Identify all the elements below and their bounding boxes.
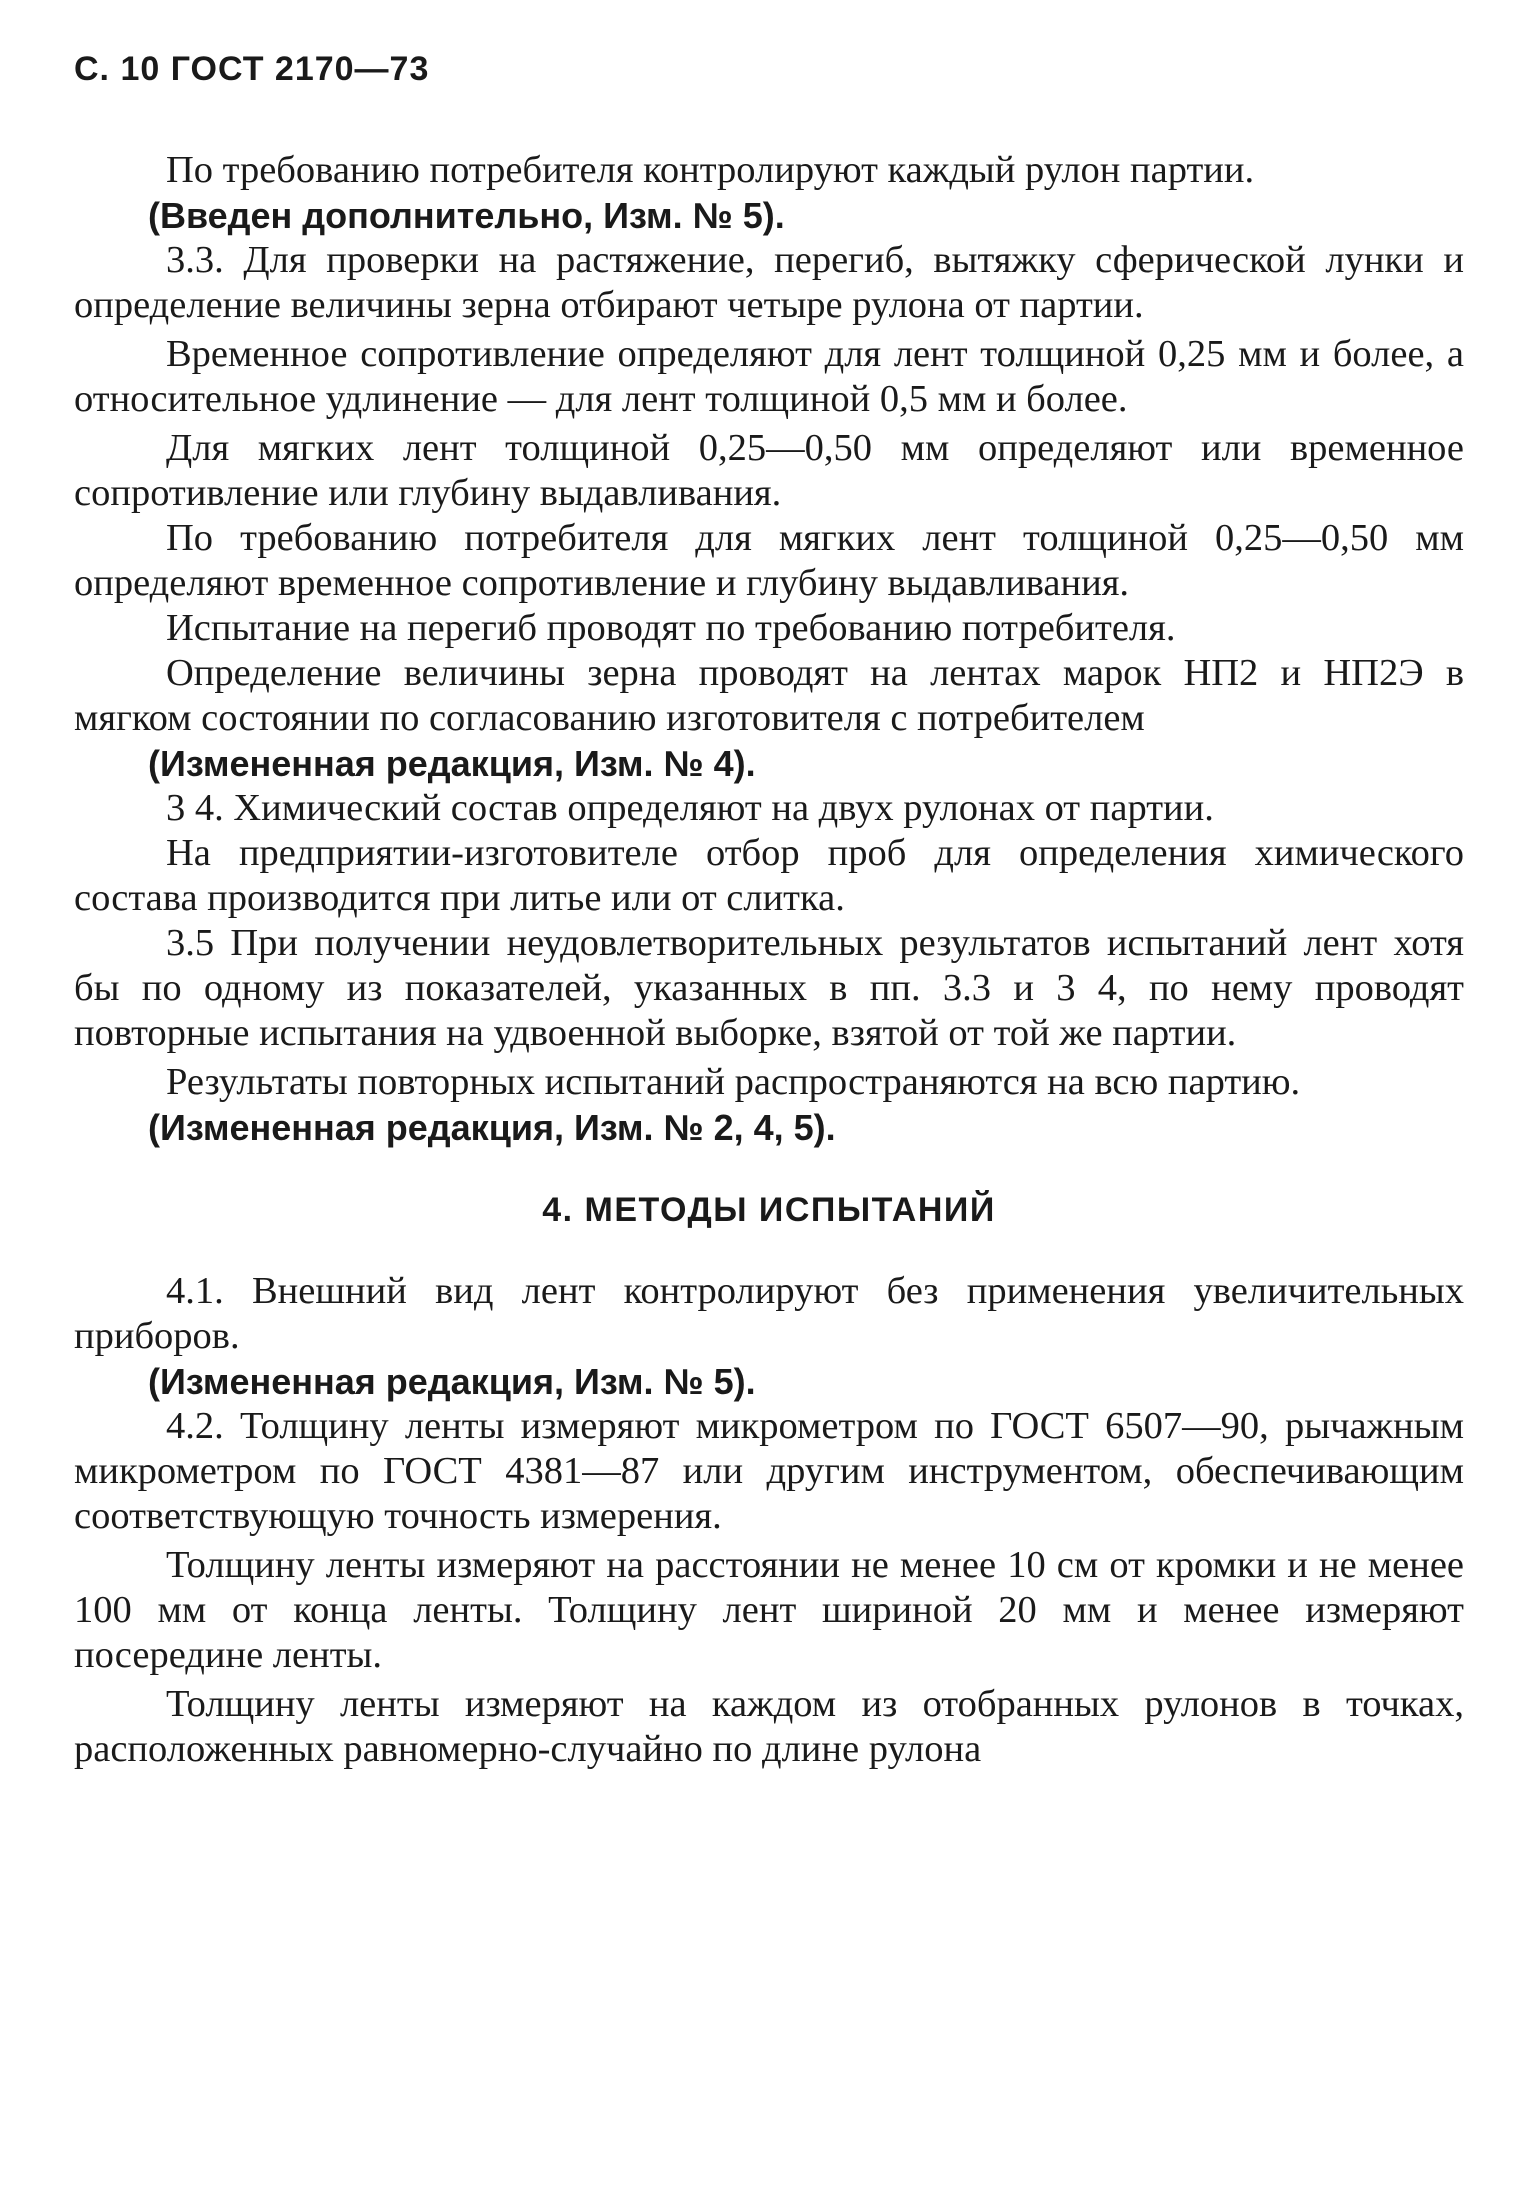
paragraph: Испытание на перегиб проводят по требованию потребителя. [166, 607, 1176, 649]
clause-3-3: 3.3. Для проверки на растяжение, перегиб, вытяжку сферической лунки и определение величины зерна отбирают четыре рулона от партии. [74, 239, 1464, 326]
paragraph: По требованию потребителя контролируют каждый рулон партии. [166, 149, 1255, 191]
amendment-note: (Измененная редакция, Изм. № 2, 4, 5). [148, 1107, 836, 1148]
clause-4-2: 4.2. Толщину ленты измеряют микрометром по ГОСТ 6507—90, рычажным микрометром по ГОСТ 4381—87 или другим инструментом, обеспечивающим соответствующую точность измерения. [74, 1405, 1464, 1537]
amendment-note: (Введен дополнительно, Изм. № 5). [148, 195, 785, 236]
paragraph: Толщину ленты измеряют на расстоянии не менее 10 см от кромки и не менее 100 мм от конца ленты. Толщину лент шириной 20 мм и менее измеряют посередине ленты. [74, 1544, 1464, 1676]
paragraph: Для мягких лент толщиной 0,25—0,50 мм определяют или временное сопротивление или глубину выдавливания. [74, 427, 1464, 514]
paragraph: На предприятии-изготовителе отбор проб для определения химического состава производится при литье или от слитка. [74, 832, 1464, 919]
section-heading: 4. МЕТОДЫ ИСПЫТАНИЙ [542, 1191, 996, 1229]
clause-3-4: 3 4. Химический состав определяют на двух рулонах от партии. [166, 787, 1214, 829]
document-body [74, 148, 1464, 1772]
paragraph: Результаты повторных испытаний распространяются на всю партию. [166, 1061, 1301, 1103]
paragraph: Временное сопротивление определяют для лент толщиной 0,25 мм и более, а относительное удлинение — для лент толщиной 0,5 мм и более. [74, 333, 1464, 420]
paragraph: По требованию потребителя для мягких лент толщиной 0,25—0,50 мм определяют временное сопротивление и глубину выдавливания. [74, 517, 1464, 604]
paragraph: Толщину ленты измеряют на каждом из отобранных рулонов в точках, расположенных равномерно-случайно по длине рулона [74, 1683, 1464, 1770]
clause-3-5: 3.5 При получении неудовлетворительных результатов испытаний лент хотя бы по одному из показателей, указанных в пп. 3.3 и 3 4, по нему проводят повторные испытания на удвоенной выборке, взятой от той же партии. [74, 922, 1464, 1054]
page-header: С. 10 ГОСТ 2170—73 [74, 50, 430, 88]
paragraph: Определение величины зерна проводят на лентах марок НП2 и НП2Э в мягком состоянии по согласованию изготовителя с потребителем [74, 652, 1464, 739]
amendment-note: (Измененная редакция, Изм. № 5). [148, 1361, 756, 1402]
clause-4-1: 4.1. Внешний вид лент контролируют без применения увеличительных приборов. [74, 1270, 1464, 1357]
amendment-note: (Измененная редакция, Изм. № 4). [148, 743, 756, 784]
